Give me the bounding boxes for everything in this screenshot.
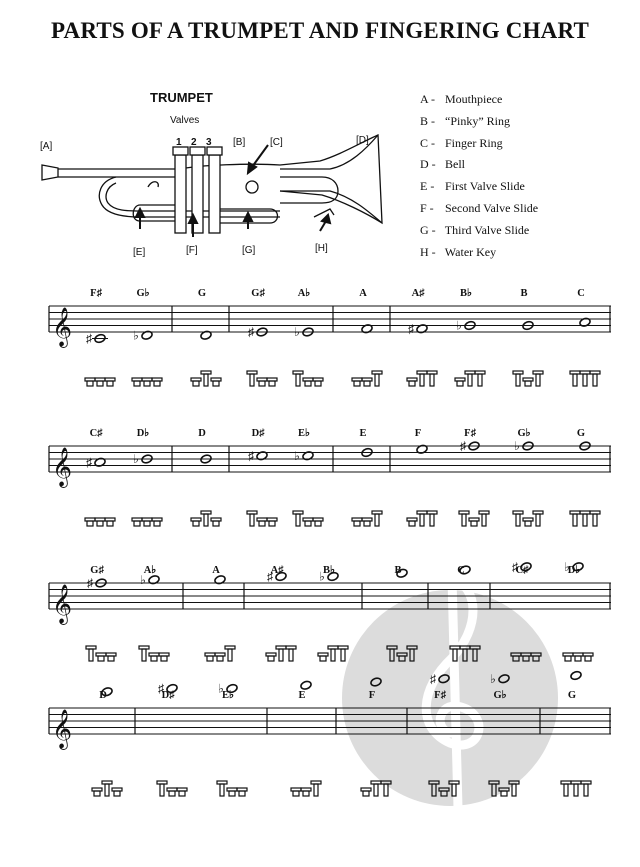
flat-sign: ♭ [218, 681, 224, 696]
valve-body [533, 656, 539, 661]
flat-sign: ♭ [294, 325, 300, 339]
valve-body [303, 791, 309, 796]
callout-a: [A] [40, 141, 53, 152]
valve-stem [384, 784, 388, 796]
valve-fingering [139, 646, 169, 661]
note-name-label: F [414, 428, 422, 439]
valve-stem [564, 784, 568, 796]
valve-body [409, 521, 415, 526]
callout-e: [E] [133, 247, 146, 258]
legend-key: G - [420, 222, 436, 237]
flat-sign: ♭ [133, 452, 139, 466]
valve-stem [204, 514, 208, 526]
valve-stem [482, 514, 486, 526]
note-name-label: F♯ [434, 690, 446, 701]
note-name-label: G♭ [136, 288, 150, 299]
note-name-label: G♯ [90, 565, 104, 576]
valve-stem [142, 649, 146, 661]
valve-body [144, 381, 150, 386]
valve-stem [390, 649, 394, 661]
legend-label: Mouthpiece [445, 92, 503, 106]
sharp-sign: ♯ [512, 559, 518, 574]
valve-body [179, 791, 185, 796]
valve-stem [410, 649, 414, 661]
valve-stem [593, 514, 597, 526]
sharp-sign: ♯ [86, 331, 92, 346]
valve-body [305, 521, 311, 526]
legend-key: F - [420, 200, 434, 215]
valve-body [354, 381, 360, 386]
note-name-label: A♯ [270, 565, 284, 576]
sharp-sign: ♯ [248, 325, 254, 339]
valve-number-2: 2 [191, 137, 197, 148]
note-name-label: D [99, 690, 107, 701]
note-name-label: C [457, 565, 465, 576]
staff-row-2 [49, 427, 611, 526]
valve-fingering [511, 653, 541, 661]
treble-clef-icon: 𝄞 [52, 309, 73, 346]
note-name-label: D♯ [251, 428, 265, 439]
valve-fingering [563, 653, 593, 661]
valve-stem [296, 514, 300, 526]
valve-body [217, 656, 223, 661]
note-name-label: A♯ [411, 288, 425, 299]
valve-stem [536, 514, 540, 526]
valve-stem [492, 784, 496, 796]
valve-stem [432, 784, 436, 796]
flat-sign: ♭ [294, 448, 300, 463]
callout-d: [D] [356, 135, 369, 146]
valve-body [364, 381, 370, 386]
legend-label: “Pinky” Ring [445, 113, 510, 128]
valve-fingering [291, 781, 321, 796]
legend-key: D - [420, 157, 436, 172]
valve-fingering [92, 781, 122, 796]
valve-stem [430, 514, 434, 526]
valve-stem [341, 649, 345, 661]
legend-key: A - [420, 92, 435, 106]
valve-body [97, 521, 103, 526]
valve-stem [516, 514, 520, 526]
legend-label: Second Valve Slide [445, 200, 539, 215]
valve-body [457, 381, 463, 386]
valve-body [364, 521, 370, 526]
valve-stem [430, 374, 434, 386]
note-name-label: D♭ [136, 428, 150, 439]
legend-key: B - [420, 113, 435, 128]
flat-sign: ♭ [133, 328, 139, 343]
valve-body [107, 381, 113, 386]
sharp-sign: ♯ [460, 439, 466, 453]
valve-body [268, 656, 274, 661]
valve-fingering [352, 371, 382, 386]
valve-stem [374, 784, 378, 796]
valve-fingering [513, 371, 543, 386]
valve-body [501, 791, 507, 796]
valve-body [513, 656, 519, 661]
legend-label: Water Key [444, 244, 497, 259]
valve-fingering [387, 646, 417, 661]
sharp-sign: ♯ [158, 681, 164, 696]
staff-row-4 [49, 670, 611, 796]
valve-stem [583, 374, 587, 386]
valve-body [229, 791, 235, 796]
sharp-sign: ♯ [87, 576, 93, 590]
legend-label: First Valve Slide [445, 179, 525, 194]
valve-body [575, 656, 581, 661]
valve-stem [375, 374, 379, 386]
flat-sign: ♭ [140, 572, 146, 587]
valve-body [134, 521, 140, 526]
valve-stem [573, 514, 577, 526]
treble-clef-icon: 𝄞 [52, 449, 73, 486]
valve-fingering [293, 511, 323, 526]
sharp-sign: ♯ [267, 569, 273, 584]
page-title: PARTS OF A TRUMPET AND FINGERING CHART [50, 18, 590, 43]
note-name-label: B [394, 565, 402, 576]
flat-sign: ♭ [319, 569, 325, 584]
valve-stem [536, 374, 540, 386]
sharp-sign: ♯ [430, 671, 436, 686]
valve-stem [573, 374, 577, 386]
valve-stem [512, 784, 516, 796]
valve-body [354, 521, 360, 526]
valve-stem [289, 649, 293, 661]
legend-label: Bell [445, 157, 465, 172]
valve-body [259, 521, 265, 526]
note-name-label: B♭ [323, 565, 335, 576]
valve-fingering [489, 781, 519, 796]
valve-body [134, 381, 140, 386]
valve-fingering [361, 781, 391, 796]
note-name-label: G♯ [251, 288, 265, 299]
valve-stem [516, 374, 520, 386]
valve-body [320, 656, 326, 661]
valve-fingering [407, 511, 437, 526]
valve-stem [228, 649, 232, 661]
valve-body [305, 381, 311, 386]
valve-body [213, 521, 219, 526]
valve-body [169, 791, 175, 796]
valve-fingering [205, 646, 235, 661]
valve-body [154, 521, 160, 526]
valve-fingering [293, 371, 323, 386]
valve-fingering [191, 511, 221, 526]
valve-fingering [459, 511, 489, 526]
valve-stem [314, 784, 318, 796]
note-name-label: G♭ [493, 690, 507, 701]
note-name-label: E♭ [222, 690, 234, 701]
valve-stem [420, 514, 424, 526]
callout-f: [F] [186, 245, 198, 256]
valve-body [151, 656, 157, 661]
valve-body [315, 381, 321, 386]
note-head [101, 687, 113, 697]
sharp-sign: ♯ [408, 321, 414, 336]
valve-body [108, 656, 114, 661]
valve-body [259, 381, 265, 386]
note-name-label: A♭ [143, 565, 157, 576]
valve-stem [250, 374, 254, 386]
valve-fingering [217, 781, 247, 796]
treble-clef-icon: 𝄞 [52, 711, 73, 748]
note-head [166, 683, 178, 693]
note-name-label: G [567, 690, 577, 701]
note-name-label: D [198, 428, 206, 439]
valve-body [98, 656, 104, 661]
legend-label: Third Valve Slide [444, 222, 530, 237]
note-name-label: E [359, 428, 367, 439]
valve-stem [220, 784, 224, 796]
valve-stem [574, 784, 578, 796]
legend-label: Finger Ring [445, 135, 503, 150]
flat-sign: ♭ [490, 671, 496, 686]
valve-number-1: 1 [176, 137, 182, 148]
valve-body [193, 521, 199, 526]
valve-body [523, 656, 529, 661]
note-name-label: B♭ [460, 288, 472, 299]
valve-fingering [570, 371, 600, 386]
valve-body [471, 521, 477, 526]
valve-fingering [191, 371, 221, 386]
valve-stem [296, 374, 300, 386]
valve-body [441, 791, 447, 796]
valve-fingering [513, 511, 543, 526]
legend-key: H - [420, 244, 436, 259]
valve-body [565, 656, 571, 661]
note-name-label: C [577, 288, 585, 299]
valve-stem [105, 784, 109, 796]
valve-body [269, 381, 275, 386]
valve-body [144, 521, 150, 526]
valve-fingering [455, 371, 485, 386]
valve-stem [463, 649, 467, 661]
note-name-label: E [298, 690, 306, 701]
valve-stem [462, 514, 466, 526]
legend-key: E - [420, 179, 435, 194]
note-name-label: A [359, 288, 367, 299]
valve-body [239, 791, 245, 796]
note-name-label: F♯ [464, 428, 476, 439]
valve-fingering [570, 511, 600, 526]
valve-body [87, 381, 93, 386]
staff-row-1 [49, 287, 611, 386]
valve-body [207, 656, 213, 661]
valve-body [293, 791, 299, 796]
valve-stem [478, 374, 482, 386]
note-head [300, 680, 312, 690]
valve-body [107, 521, 113, 526]
valve-body [525, 381, 531, 386]
valve-stem [331, 649, 335, 661]
valve-body [399, 656, 405, 661]
trumpet-heading: TRUMPET [150, 90, 213, 105]
valve-fingering [247, 511, 277, 526]
note-head [570, 670, 582, 680]
valve-body [97, 381, 103, 386]
note-name-label: F [368, 690, 376, 701]
valve-body [525, 521, 531, 526]
valve-body [213, 381, 219, 386]
note-name-label: A [212, 565, 220, 576]
flat-sign: ♭ [456, 318, 462, 333]
note-head [370, 677, 382, 687]
treble-clef-icon: 𝄞 [52, 586, 73, 623]
valve-fingering [86, 646, 116, 661]
note-name-label: G♭ [517, 428, 531, 439]
note-name-label: G [576, 428, 586, 439]
valve-fingering [318, 646, 348, 661]
note-name-label: C♯ [89, 428, 103, 439]
valve-body [315, 521, 321, 526]
valve-fingering [561, 781, 591, 796]
sharp-sign: ♯ [248, 448, 254, 463]
note-name-label: B [520, 288, 528, 299]
valve-body [363, 791, 369, 796]
valve-fingering [132, 378, 162, 386]
note-name-label: E♭ [298, 428, 310, 439]
valve-body [161, 656, 167, 661]
valve-stem [453, 649, 457, 661]
valve-fingering [85, 378, 115, 386]
callout-g: [G] [242, 245, 256, 256]
valve-number-3: 3 [206, 137, 212, 148]
valve-fingering [266, 646, 296, 661]
valve-fingering [247, 371, 277, 386]
valve-stem [473, 649, 477, 661]
flat-sign: ♭ [564, 559, 570, 574]
note-head [226, 683, 238, 693]
callout-b: [B] [233, 137, 246, 148]
callout-h: [H] [315, 243, 328, 254]
valve-body [114, 791, 120, 796]
valve-fingering [132, 518, 162, 526]
valve-stem [584, 784, 588, 796]
note-name-label: F♯ [90, 288, 102, 299]
staff-row-3 [49, 560, 611, 661]
flat-sign: ♭ [514, 439, 520, 453]
note-name-label: G [197, 288, 207, 299]
valve-stem [89, 649, 93, 661]
valves-label: Valves [170, 115, 200, 126]
valve-stem [250, 514, 254, 526]
valve-stem [452, 784, 456, 796]
sharp-sign: ♯ [86, 455, 92, 470]
valve-stem [420, 374, 424, 386]
valve-body [193, 381, 199, 386]
valve-body [87, 521, 93, 526]
note-name-label: D♭ [567, 565, 581, 576]
valve-body [94, 791, 100, 796]
valve-stem [279, 649, 283, 661]
note-head [438, 674, 450, 684]
legend-key: C - [420, 135, 435, 150]
valve-body [154, 381, 160, 386]
valve-fingering [85, 518, 115, 526]
valve-fingering [429, 781, 459, 796]
valve-fingering [352, 511, 382, 526]
note-head [498, 674, 510, 684]
valve-stem [160, 784, 164, 796]
valve-fingering [450, 646, 480, 661]
valve-stem [583, 514, 587, 526]
valve-body [585, 656, 591, 661]
valve-stem [593, 374, 597, 386]
valve-fingering [407, 371, 437, 386]
valve-stem [468, 374, 472, 386]
callout-c: [C] [270, 137, 283, 148]
note-name-label: A♭ [297, 288, 311, 299]
valve-body [269, 521, 275, 526]
valve-stem [204, 374, 208, 386]
valve-body [409, 381, 415, 386]
note-name-label: D♯ [161, 690, 175, 701]
note-name-label: C♯ [515, 565, 529, 576]
valve-fingering [157, 781, 187, 796]
valve-stem [375, 514, 379, 526]
